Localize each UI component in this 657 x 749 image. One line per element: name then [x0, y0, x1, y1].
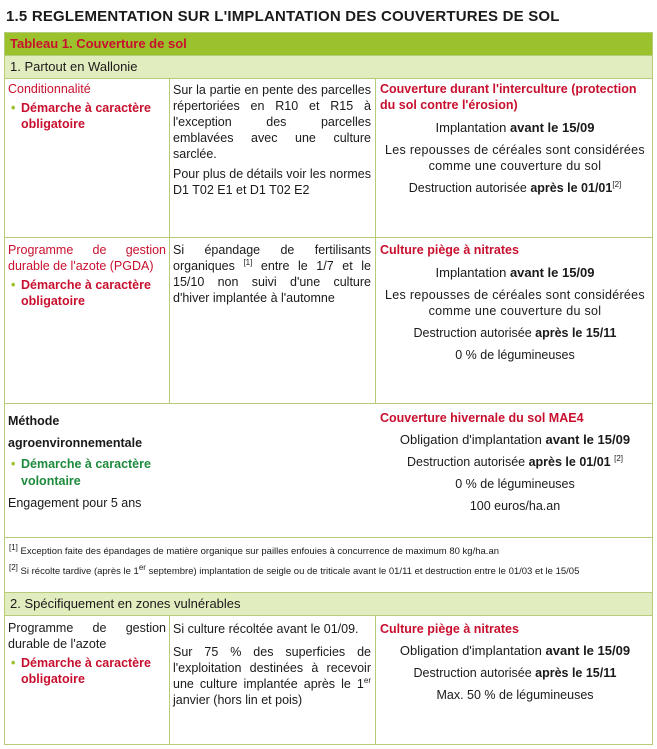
footnote-1: [1] Exception faite des épandages de matière organique sur pailles enfouies à concurrence de maximum 80 kg/ha.an — [9, 542, 500, 557]
row2-right-line3: Destruction autorisée après le 15/11 — [413, 326, 617, 340]
row2-left-title: Programme de gestion durable de l'azote (PGDA) — [8, 243, 166, 273]
row2-middle-cell — [173, 242, 371, 306]
divider — [5, 537, 652, 538]
page-title: 1.5 REGLEMENTATION SUR L'IMPLANTATION DES COUVERTURES DE SOL — [6, 8, 560, 25]
row3-left-cell — [8, 410, 166, 514]
s2-middle-text-2: Sur 75 % des superficies de l'exploitation destinées à recevoir une culture implantée après le 1er janvier (hors lin et pois) — [173, 645, 371, 707]
row2-left-bullet: • Démarche à caractère obligatoire — [8, 277, 166, 309]
s2-right-cell — [380, 621, 650, 703]
divider — [169, 615, 170, 745]
s2-right-line3: Max. 50 % de légumineuses — [436, 688, 594, 702]
section1-header — [5, 55, 652, 79]
s2-middle-cell — [173, 621, 371, 712]
row3-right-line3: 0 % de légumineuses — [455, 477, 575, 491]
row1-right-line2: Les repousses de céréales sont considérées comme une couverture du sol — [385, 143, 645, 173]
row3-left-title-1: Méthode — [8, 414, 60, 428]
row1-left-bullet: • Démarche à caractère obligatoire — [8, 100, 166, 132]
s2-left-cell — [8, 620, 166, 687]
s2-right-line1: Obligation d'implantation avant le 15/09 — [399, 643, 631, 658]
row3-left-title-2: agroenvironnementale — [8, 436, 143, 450]
row3-right-line4: 100 euros/ha.an — [469, 499, 561, 513]
row1-left-cell — [8, 81, 166, 132]
divider — [169, 78, 170, 403]
row2-left-cell — [8, 242, 166, 309]
row2-middle-text-b: entre le 1/7 et le 15/10 non suivi d'une culture d'hiver implantée à l'automne — [173, 259, 371, 305]
s2-right-line2: Destruction autorisée après le 15/11 — [413, 666, 617, 680]
row3-left-extra: Engagement pour 5 ans — [8, 496, 142, 510]
table-title: Tableau 1. Couverture de sol — [10, 36, 187, 51]
row1-right-line3: Destruction autorisée après le 01/01[2] — [408, 179, 622, 195]
row3-right-title: Couverture hivernale du sol MAE4 — [380, 411, 584, 425]
row2-right-title: Culture piège à nitrates — [380, 243, 519, 257]
divider — [5, 403, 652, 404]
section2-header — [5, 592, 652, 616]
row2-middle-text-a: Si épandage de fertilisants organiques — [173, 243, 371, 273]
row2-right-line4: 0 % de légumineuses — [455, 348, 575, 362]
row3-left-bullet: • Démarche à caractère volontaire — [8, 456, 166, 490]
row1-right-cell — [380, 81, 650, 196]
row1-middle-text-2: Pour plus de détails voir les normes D1 T02 E1 et D1 T02 E2 — [173, 167, 372, 197]
section2-label: 2. Spécifiquement en zones vulnérables — [10, 596, 241, 611]
row2-middle-sup: [1] — [243, 257, 253, 267]
footnote-2: [2] Si récolte tardive (après le 1er septembre) implantation de seigle ou de triticale avant le 01/11 et destruction entre le 01/03 et le 15/05 — [9, 562, 580, 577]
row2-right-line1: Implantation avant le 15/09 — [435, 265, 595, 280]
divider — [5, 237, 652, 238]
table-title-bar — [5, 33, 652, 55]
row1-right-line1: Implantation avant le 15/09 — [435, 120, 595, 135]
table-container — [4, 32, 653, 745]
row1-left-title: Conditionnalité — [8, 82, 91, 96]
row3-right-cell — [380, 410, 650, 514]
section1-label: 1. Partout en Wallonie — [10, 59, 138, 74]
s2-right-title: Culture piège à nitrates — [380, 622, 519, 636]
row2-right-line2: Les repousses de céréales sont considérées comme une couverture du sol — [385, 288, 645, 318]
s2-left-title: Programme de gestion durable de l'azote — [8, 621, 166, 651]
row3-right-line2: Destruction autorisée après le 01/01 [2] — [407, 453, 623, 469]
divider — [375, 615, 376, 745]
s2-left-bullet: • Démarche à caractère obligatoire — [8, 655, 166, 687]
row1-right-title: Couverture durant l'interculture (protection du sol contre l'érosion) — [380, 82, 637, 112]
s2-middle-text-1: Si culture récoltée avant le 01/09. — [173, 622, 359, 636]
row1-middle-text-1: Sur la partie en pente des parcelles répertoriées en R10 et R15 à l'exception des parcelles emblavées avec une culture sarclée. — [173, 83, 371, 161]
row3-right-line1: Obligation d'implantation avant le 15/09 — [399, 432, 631, 447]
divider — [375, 78, 376, 403]
row1-middle-cell — [173, 82, 371, 202]
row2-right-cell — [380, 242, 650, 363]
